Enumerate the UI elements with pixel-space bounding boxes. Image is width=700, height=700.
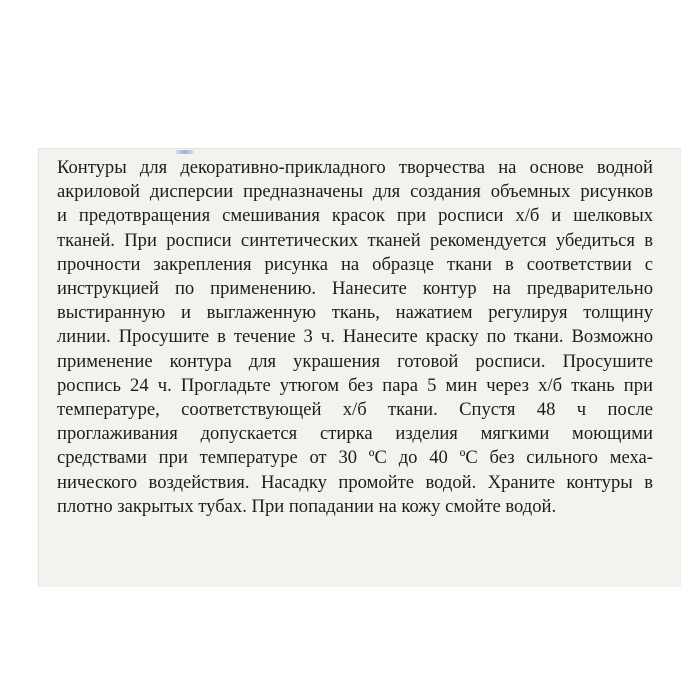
text-line: инструкцией по применению. Нанесите контур на предварительно [57,278,653,300]
text-line: прочности закрепления рисунка на образце ткани в соответствии с [57,253,653,275]
text-line: нического воздействия. Насадку промойте водой. Храните контуры в [57,471,653,493]
blue-print-mark [176,150,194,154]
text-line: применение контура для украшения готовой росписи. Просушите [57,350,653,372]
text-line: плотно закрытых тубах. При попадании на кожу смойте водой. [57,495,557,517]
text-line: средствами при температуре от 30 ºС до 40 ºС без сильного меха- [57,447,653,469]
text-line: тканей. При росписи синтетических тканей рекомендуется убедиться в [57,229,653,251]
text-line: температуре, соответствующей х/б ткани. Спустя 48 ч после [57,399,653,421]
text-line: выстиранную и выглаженную ткань, нажатием регулируя толщину [57,302,653,324]
text-line: и предотвращения смешивания красок при росписи х/б и шелковых [57,205,653,227]
text-line: линии. Просушите в течение 3 ч. Нанесите краску по ткани. Возможно [57,326,653,348]
text-line: акриловой дисперсии предназначены для создания объемных рисунков [57,181,653,203]
text-line: роспись 24 ч. Прогладьте утюгом без пара 5 мин через х/б ткань при [57,374,653,396]
instruction-text [57,156,653,519]
text-line: проглаживания допускается стирка изделия мягкими моющими [57,423,653,445]
text-line: Контуры для декоративно-прикладного творчества на основе водной [57,157,653,178]
